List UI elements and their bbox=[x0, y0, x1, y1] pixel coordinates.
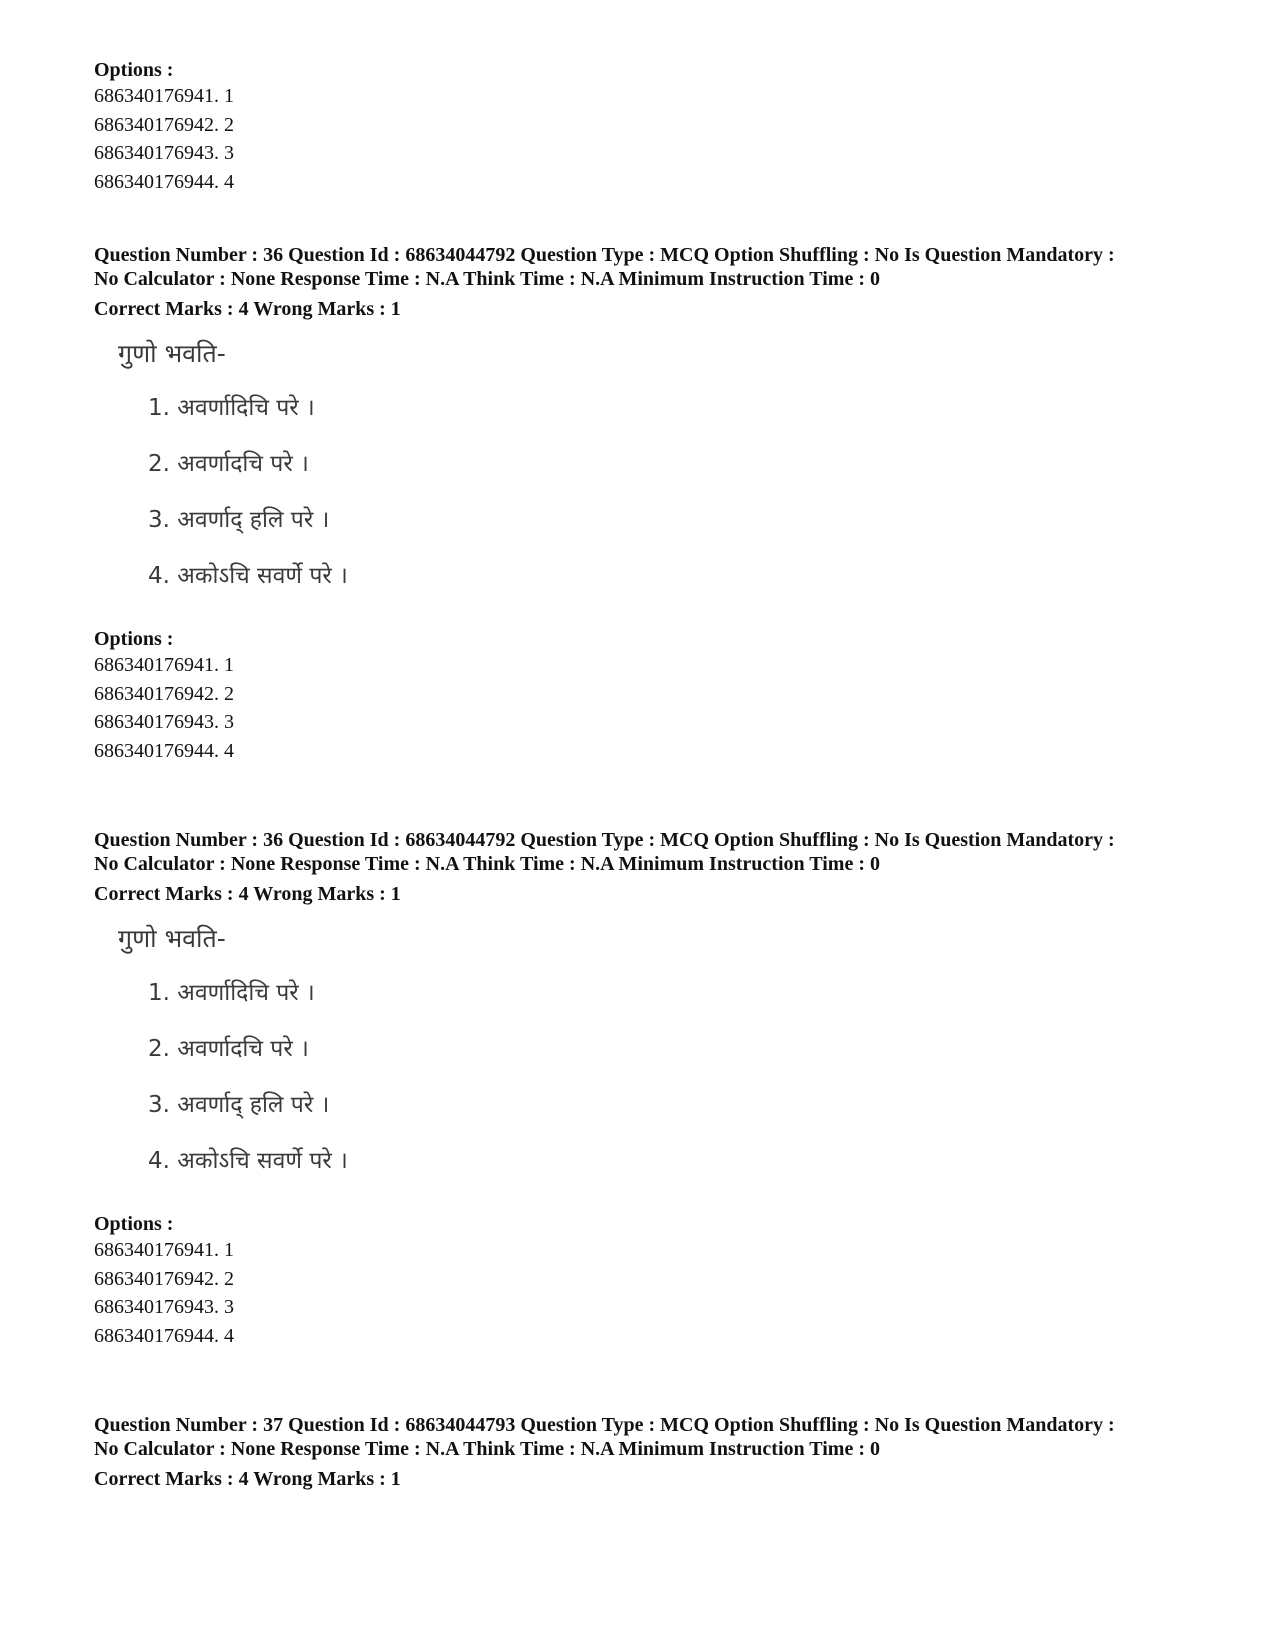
question-choice: 2. अवर्णादचि परे । bbox=[148, 451, 309, 477]
option-row: 686340176941. 1 bbox=[94, 85, 234, 107]
question-choice: 4. अकोऽचि सवर्णे परे । bbox=[148, 1148, 348, 1174]
option-row: 686340176944. 4 bbox=[94, 170, 234, 193]
question-choice: 1. अवर्णादिचि परे । bbox=[148, 980, 315, 1006]
question-header bbox=[94, 828, 1214, 906]
question-choice: 3. अवर्णाद् हलि परे । bbox=[148, 507, 330, 533]
option-row: 686340176943. 3 bbox=[94, 1296, 234, 1318]
question-meta-line1: Question Number : 36 Question Id : 68634044792 Question Type : MCQ Option Shuffling : No Is Question Mandatory : bbox=[94, 244, 1115, 266]
question-meta-line2: No Calculator : None Response Time : N.A Think Time : N.A Minimum Instruction Time : 0 bbox=[94, 853, 880, 875]
option-row: 686340176942. 2 bbox=[94, 1267, 234, 1290]
option-row: 686340176942. 2 bbox=[94, 113, 234, 136]
question-stem: गुणो भवति- bbox=[118, 339, 226, 368]
question-marks: Correct Marks : 4 Wrong Marks : 1 bbox=[94, 1468, 401, 1490]
question-marks: Correct Marks : 4 Wrong Marks : 1 bbox=[94, 883, 401, 905]
option-row: 686340176943. 3 bbox=[94, 142, 234, 164]
top-options-block bbox=[94, 58, 1214, 196]
question-choice: 3. अवर्णाद् हलि परे । bbox=[148, 1092, 330, 1118]
question-header bbox=[94, 1413, 1214, 1491]
question-meta-line2: No Calculator : None Response Time : N.A Think Time : N.A Minimum Instruction Time : 0 bbox=[94, 268, 880, 290]
question-stem: गुणो भवति- bbox=[118, 924, 226, 953]
option-row: 686340176942. 2 bbox=[94, 682, 234, 705]
question-choice: 4. अकोऽचि सवर्णे परे । bbox=[148, 563, 348, 589]
question-meta-line2: No Calculator : None Response Time : N.A Think Time : N.A Minimum Instruction Time : 0 bbox=[94, 1438, 880, 1460]
question-marks: Correct Marks : 4 Wrong Marks : 1 bbox=[94, 298, 401, 320]
options-block bbox=[94, 627, 1214, 765]
question-header bbox=[94, 243, 1214, 321]
option-row: 686340176943. 3 bbox=[94, 711, 234, 733]
options-heading: Options : bbox=[94, 628, 174, 650]
question-choice: 1. अवर्णादिचि परे । bbox=[148, 395, 315, 421]
option-row: 686340176941. 1 bbox=[94, 654, 234, 676]
option-row: 686340176944. 4 bbox=[94, 739, 234, 762]
option-row: 686340176944. 4 bbox=[94, 1324, 234, 1347]
options-heading: Options : bbox=[94, 59, 174, 81]
question-meta-line1: Question Number : 37 Question Id : 68634044793 Question Type : MCQ Option Shuffling : No Is Question Mandatory : bbox=[94, 1414, 1115, 1436]
question-meta-line1: Question Number : 36 Question Id : 68634044792 Question Type : MCQ Option Shuffling : No Is Question Mandatory : bbox=[94, 829, 1115, 851]
question-image bbox=[118, 924, 478, 1204]
question-image bbox=[118, 339, 478, 619]
question-choice: 2. अवर्णादचि परे । bbox=[148, 1036, 309, 1062]
options-heading: Options : bbox=[94, 1213, 174, 1235]
options-block bbox=[94, 1212, 1214, 1350]
option-row: 686340176941. 1 bbox=[94, 1239, 234, 1261]
